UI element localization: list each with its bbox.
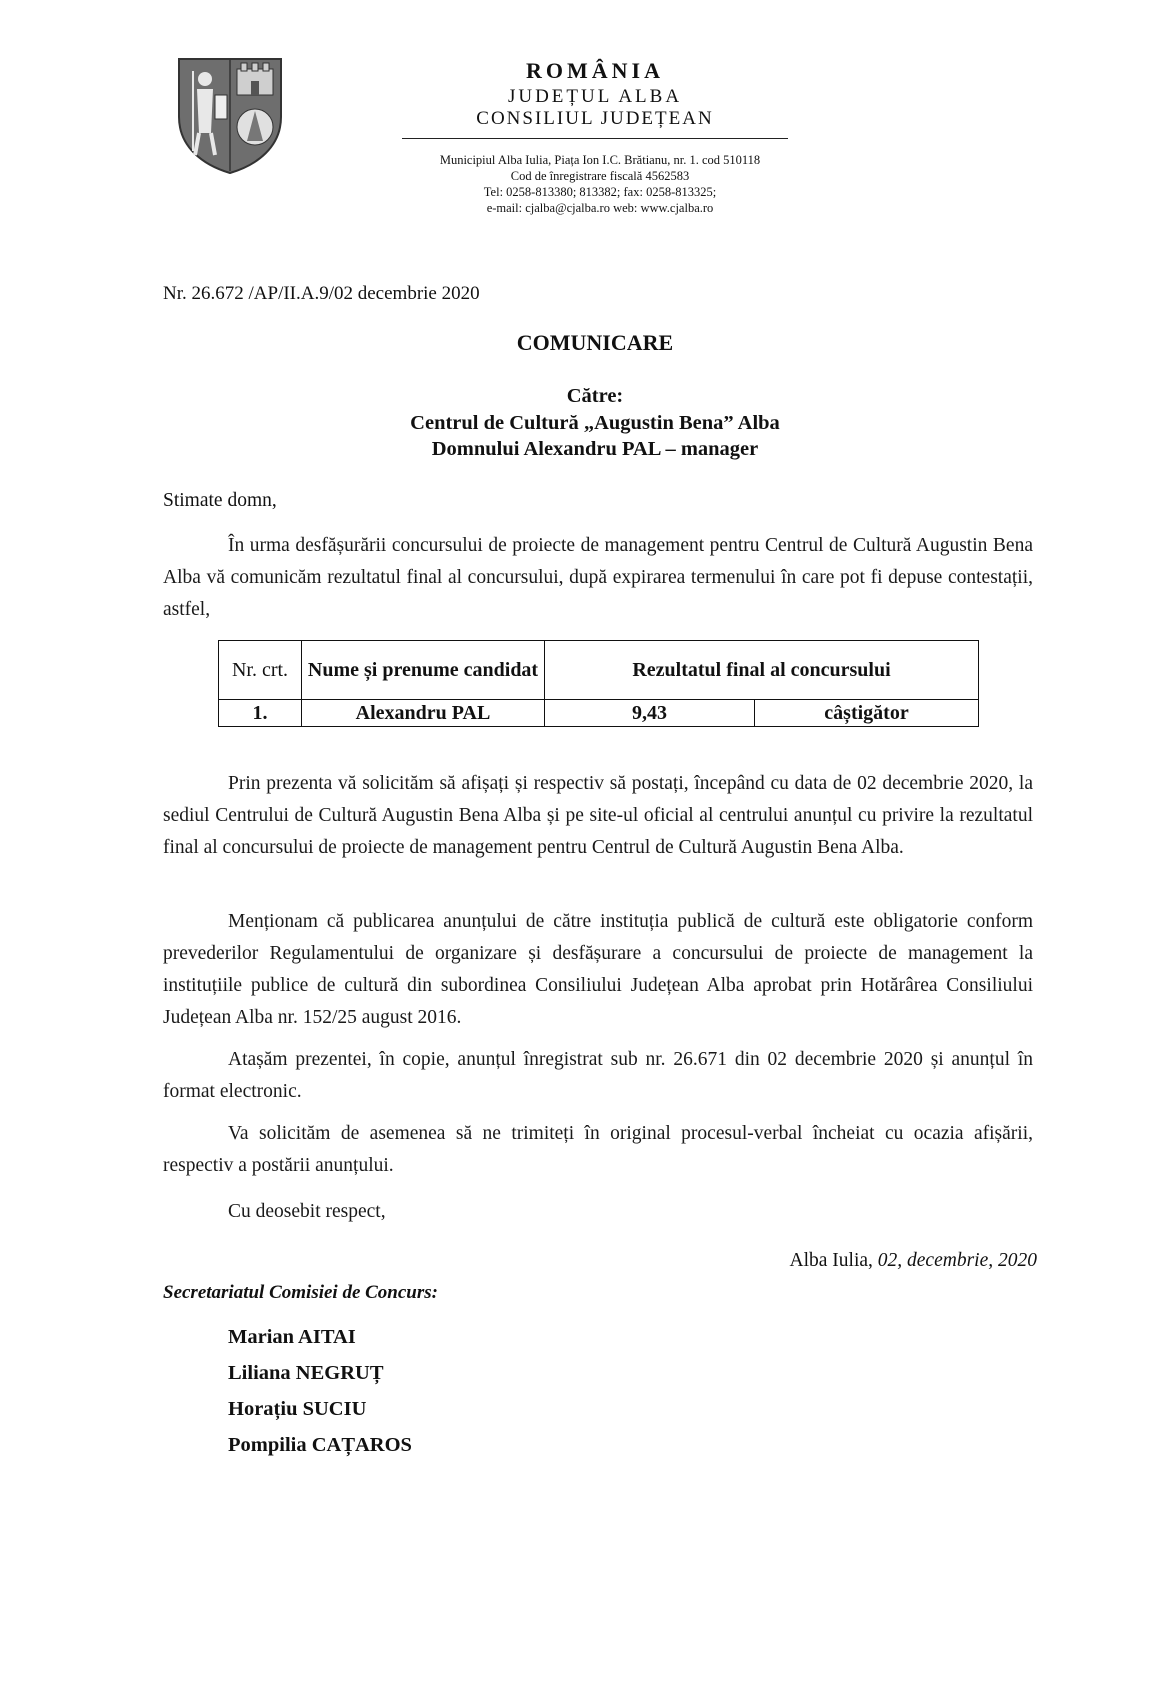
recipient-person: Domnului Alexandru PAL – manager — [431, 438, 759, 460]
paragraph-minutes: Va solicităm de asemenea să ne trimiteți în original procesul-verbal încheiat cu ocazia afișării, respectiv a postării anunțului. — [163, 1123, 1033, 1176]
paragraph-request: Prin prezenta vă solicităm să afișați și respectiv să postați, începând cu data de 02 decembrie 2020, la sediul Centrului de Cultură Augustin Bena Alba și pe site-ul oficial al centrului anunțul cu privire la rezultatul final al concursului de proiecte de management pentru Centrul de Cultură Augustin Bena Alba. — [163, 773, 1033, 858]
table-row — [219, 700, 979, 727]
header-country: ROMÂNIA — [526, 58, 664, 83]
document-title: COMUNICARE — [516, 330, 674, 355]
recipient-label: Către: — [566, 385, 624, 407]
paragraph-attachment: Atașăm prezentei, în copie, anunțul înregistrat sub nr. 26.671 din 02 decembrie 2020 și anunțul în format electronic. — [163, 1049, 1033, 1102]
commission-member: Pompilia CAȚAROS — [228, 1434, 412, 1456]
table-header-name: Nume și prenume candidat — [302, 641, 545, 700]
place-date — [790, 1250, 1037, 1272]
header-address-line: Municipiul Alba Iulia, Piața Ion I.C. Brătianu, nr. 1. cod 510118 — [439, 153, 761, 167]
table-cell-nr: 1. — [219, 700, 302, 727]
commission-label: Secretariatul Comisiei de Concurs: — [163, 1282, 438, 1303]
header-phone: Tel: 0258-813380; 813382; fax: 0258-813325; — [483, 185, 717, 199]
paragraph-intro: În urma desfășurării concursului de proiecte de management pentru Centrul de Cultură Augustin Bena Alba vă comunicăm rezultatul final al concursului, după expirarea termenului în care pot fi depuse contestații, astfel, — [163, 535, 1033, 620]
place-name: Alba Iulia, — [789, 1250, 873, 1271]
table-header-row — [219, 641, 979, 700]
header-email: e-mail: cjalba@cjalba.ro web: www.cjalba.ro — [486, 201, 714, 215]
paragraph-regulation: Menționam că publicarea anunțului de către instituția publică de cultură este obligatorie conform prevederilor Regulamentului de organizare și desfășurare a concursului de proiecte de management la instituțiile publice de cultură din subordinea Consiliului Județean Alba aprobat prin Hotărârea Consiliului Județean Alba nr. 152/25 august 2016. — [163, 911, 1033, 1028]
recipient-institution: Centrul de Cultură „Augustin Bena” Alba — [410, 412, 780, 434]
header-divider — [402, 138, 788, 139]
table-cell-name: Alexandru PAL — [302, 700, 545, 727]
commission-member: Marian AITAI — [228, 1326, 356, 1348]
header-county: JUDEȚUL ALBA — [507, 86, 683, 107]
table-header-nr: Nr. crt. — [219, 641, 302, 700]
closing-formula: Cu deosebit respect, — [228, 1201, 386, 1222]
commission-member: Horațiu SUCIU — [228, 1398, 367, 1420]
commission-member: Liliana NEGRUȚ — [228, 1362, 384, 1384]
greeting: Stimate domn, — [163, 490, 277, 511]
table-cell-score: 9,43 — [545, 700, 755, 727]
header-fiscal-code: Cod de înregistrare fiscală 4562583 — [510, 169, 690, 183]
header-council: CONSILIUL JUDEȚEAN — [476, 108, 714, 129]
results-table — [218, 640, 979, 727]
coat-of-arms-icon — [175, 55, 285, 175]
registration-number: Nr. 26.672 /AP/II.A.9/02 decembrie 2020 — [163, 283, 480, 304]
table-cell-status: câștigător — [755, 700, 979, 727]
table-header-result: Rezultatul final al concursului — [545, 641, 979, 700]
document-date: 02, decembrie, 2020 — [877, 1250, 1037, 1271]
